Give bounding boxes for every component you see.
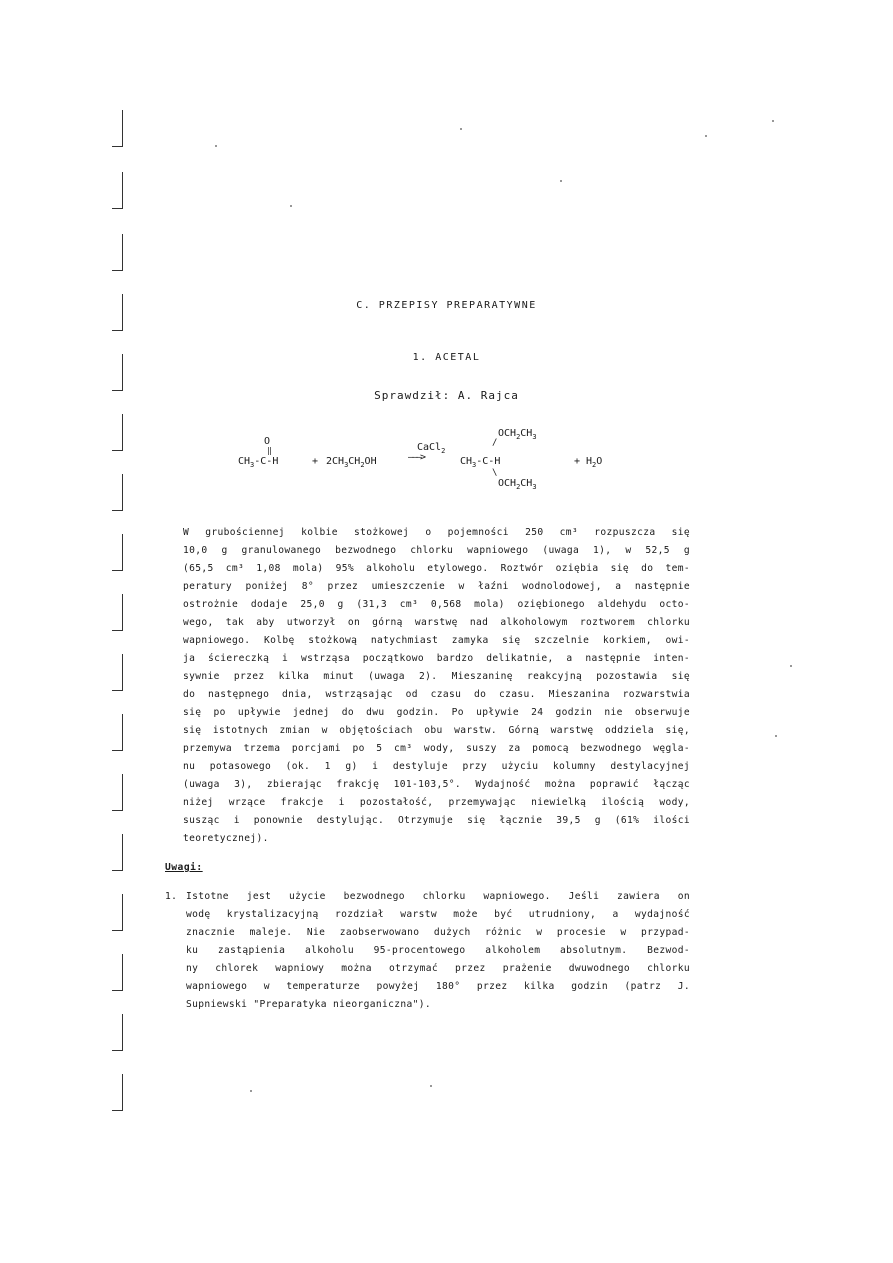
note-1-text [186, 888, 690, 1014]
procedure-line: ostrożnie dodaje 25,0 g (31,3 cm³ 0,568 mola) oziębionego aldehydu octo- [183, 599, 690, 610]
note-number: 1. [165, 891, 178, 902]
procedure-paragraph [165, 524, 690, 848]
scan-speck [250, 1090, 252, 1092]
product-ethoxy-top: $OCH_2CH_3$ [498, 428, 537, 441]
note-line: wapniowego w temperaturze powyżej 180° przez kilka godzin (patrz J. [186, 981, 690, 992]
procedure-line: wapniowego. Kolbę stożkową natychmiast zamyka się szczelnie korkiem, owi- [183, 635, 690, 646]
reaction-arrow: ———> [408, 452, 425, 463]
procedure-line: sywnie przez kilka minut (uwaga 2). Mieszaninę reakcyjną pozostawia się [183, 671, 690, 682]
procedure-line: się po upływie jednej do dwu godzin. Po upływie 24 godzin nie obserwuje [183, 707, 690, 718]
procedure-line: się istotnych zmian w objętościach obu warstw. Górną warstwę oddziela się, [183, 725, 690, 736]
binder-marks [108, 110, 128, 1110]
procedure-line: nu potasowego (ok. 1 g) i destyluje przy użyciu kolumny destylacyjnej [183, 761, 690, 772]
procedure-line: (uwaga 3), zbierając frakcję 101-103,5°. Wydajność można poprawić łącząc [183, 779, 690, 790]
bond-up: / [492, 438, 498, 448]
double-bond: ‖ [267, 446, 272, 455]
byproduct-water: $H_2O$ [586, 456, 603, 469]
procedure-line: wego, tak aby utworzył on górną warstwę nad alkoholowym roztworem chlorku [183, 617, 690, 628]
scan-speck [215, 145, 217, 147]
procedure-line: (65,5 cm³ 1,08 mola) 95% alkoholu etylowego. Roztwór oziębia się do tem- [183, 563, 690, 574]
note-line: Supniewski "Preparatyka nieorganiczna"). [186, 999, 432, 1010]
scan-speck [290, 205, 292, 207]
reactant-aldehyde: $CH_3-C-H$ [238, 456, 279, 469]
catalyst-label: CaCl$_2$ [417, 442, 446, 455]
procedure-line: przemywa trzema porcjami po 5 cm³ wody, suszy za pomocą bezwodnego węgla- [183, 743, 690, 754]
procedure-line: ja ściereczką i wstrząsa początkowo bardzo delikatnie, a następnie inten- [183, 653, 690, 664]
procedure-line: do następnego dnia, wstrząsając od czasu do czasu. Mieszanina rozwarstwia [183, 689, 690, 700]
checked-by: Sprawdził: A. Rajca [374, 389, 519, 402]
page-title: 1. ACETAL [412, 352, 481, 363]
procedure-line: susząc i ponownie destylując. Otrzymuje się łącznie 39,5 g (61% ilości [183, 815, 690, 826]
procedure-line: 10,0 g granulowanego bezwodnego chlorku wapniowego (uwaga 1), w 52,5 g [183, 545, 690, 556]
reactant-ethanol: $2CH_3CH_2OH$ [326, 456, 377, 469]
section-heading: C. PRZEPISY PREPARATYWNE [356, 300, 537, 311]
procedure-line: teoretycznej). [183, 833, 269, 844]
carbonyl-oxygen: O [264, 436, 271, 447]
scan-speck [705, 135, 707, 137]
notes-heading: Uwagi: [165, 862, 203, 873]
scan-speck [460, 128, 462, 130]
bond-down: \ [492, 468, 498, 478]
scan-speck [772, 120, 774, 122]
note-line: znacznie maleje. Nie zaobserwowano dużych różnic w procesie w przypad- [186, 927, 690, 938]
product-acetal: $CH_3-C-H$ [460, 456, 501, 469]
procedure-line: niżej wrzące frakcje i pozostałość, przemywając niewielką ilością wody, [183, 797, 690, 808]
reaction-equation [230, 424, 650, 496]
plus-sign: + [574, 456, 581, 467]
scan-speck [790, 665, 792, 667]
procedure-line: W grubościennej kolbie stożkowej o pojemności 250 cm³ rozpuszcza się [183, 527, 690, 538]
scan-speck [775, 735, 777, 737]
scan-speck [430, 1085, 432, 1087]
note-line: Istotne jest użycie bezwodnego chlorku wapniowego. Jeśli zawiera on [186, 891, 690, 902]
procedure-line: peratury poniżej 8° przez umieszczenie w łaźni wodnolodowej, a następnie [183, 581, 690, 592]
note-line: wodę krystalizacyjną rozdział warstw może być utrudniony, a wydajność [186, 909, 690, 920]
plus-sign: + [312, 456, 319, 467]
note-line: ku zastąpienia alkoholu 95-procentowego alkoholem absolutnym. Bezwod- [186, 945, 690, 956]
scan-speck [560, 180, 562, 182]
product-ethoxy-bottom: $OCH_2CH_3$ [498, 478, 537, 491]
note-line: ny chlorek wapniowy można otrzymać przez prażenie dwuwodnego chlorku [186, 963, 690, 974]
